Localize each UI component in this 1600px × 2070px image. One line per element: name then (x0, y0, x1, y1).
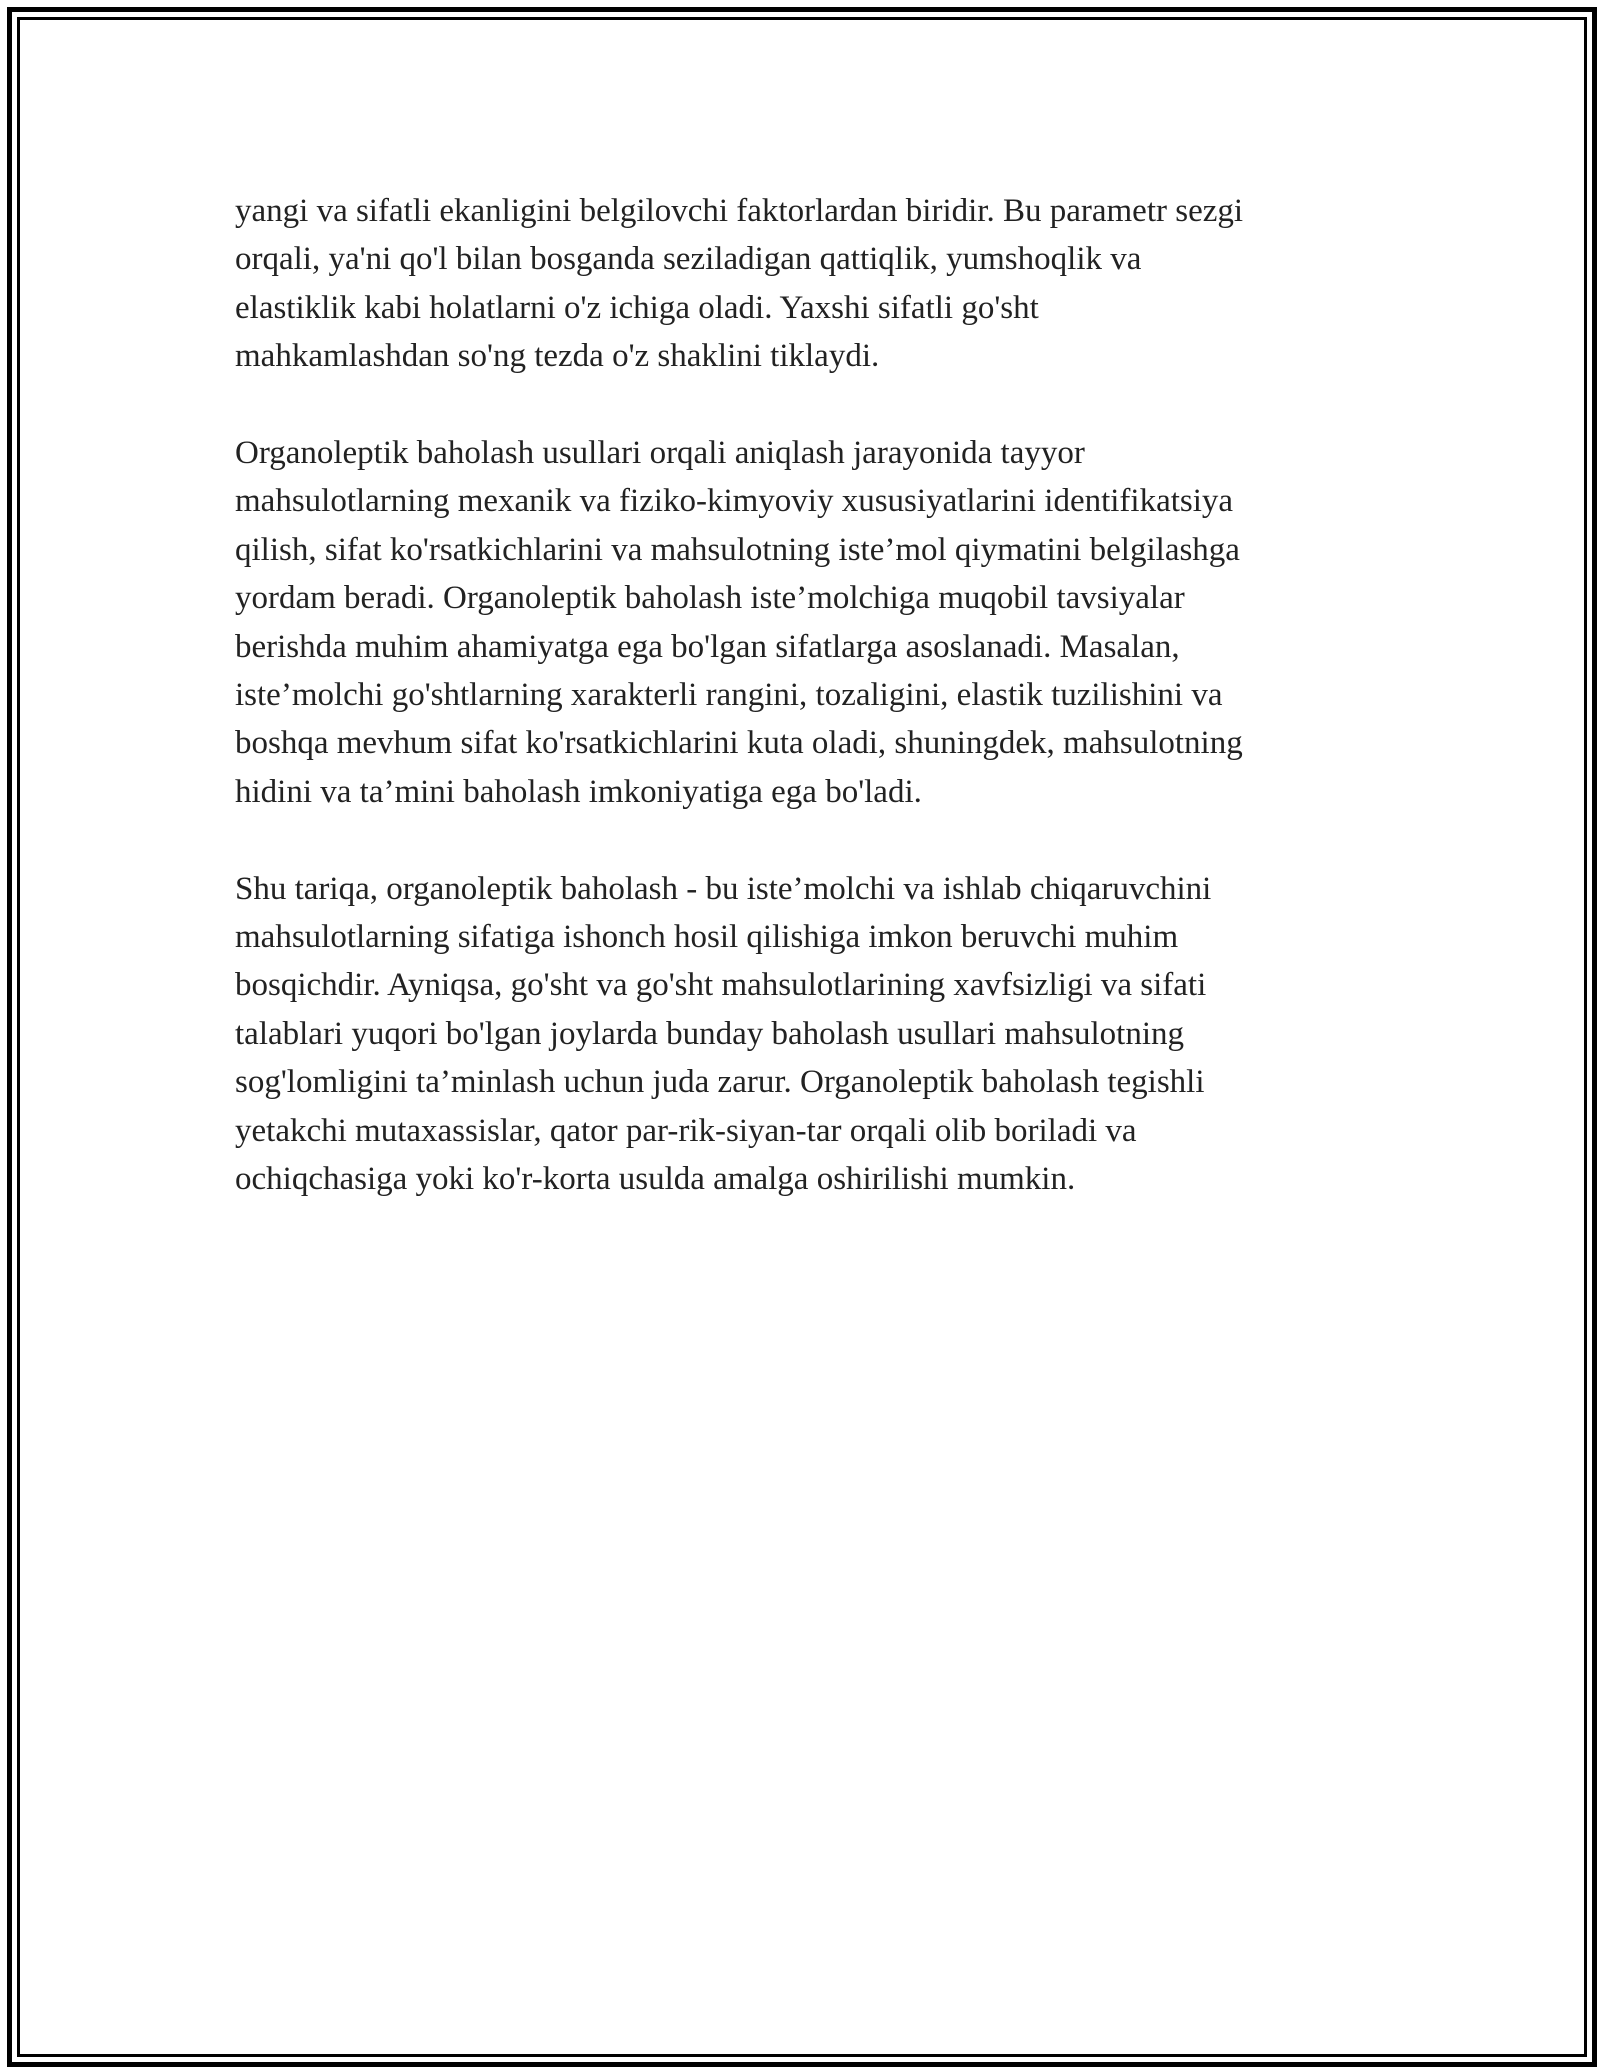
text-line: Shu tariqa, organoleptik baholash - bu iste’molchi va ishlab chiqaruvchini (235, 870, 1212, 907)
text-line: mahkamlashdan so'ng tezda o'z shaklini tiklaydi. (235, 338, 880, 375)
text-line: orqali, ya'ni qo'l bilan bosganda seziladigan qattiqlik, yumshoqlik va (235, 241, 1142, 278)
text-line: boshqa mevhum sifat ko'rsatkichlarini kuta oladi, shuningdek, mahsulotning (235, 725, 1243, 762)
text-line: talablari yuqori bo'lgan joylarda bunday baholash usullari mahsulotning (235, 1015, 1184, 1052)
text-line: bosqichdir. Ayniqsa, go'sht va go'sht mahsulotlarining xavfsizligi va sifati (235, 967, 1207, 1004)
text-line: yordam beradi. Organoleptik baholash iste’molchiga muqobil tavsiyalar (235, 580, 1185, 617)
text-line: elastiklik kabi holatlarni o'z ichiga oladi. Yaxshi sifatli go'sht (235, 289, 1039, 326)
text-line: Organoleptik baholash usullari orqali aniqlash jarayonida tayyor (235, 435, 1085, 472)
document-body (235, 187, 1365, 1252)
text-line: ochiqchasiga yoki ko'r-korta usulda amalga oshirilishi mumkin. (235, 1161, 1076, 1198)
text-line: qilish, sifat ko'rsatkichlarini va mahsulotning iste’mol qiymatini belgilashga (235, 531, 1240, 568)
paragraph-2 (235, 429, 1365, 816)
text-line: sog'lomligini ta’minlash uchun juda zarur. Organoleptik baholash tegishli (235, 1064, 1205, 1101)
text-line: yetakchi mutaxassislar, qator par-rik-siyan-tar orqali olib boriladi va (235, 1112, 1137, 1149)
text-line: mahsulotlarning sifatiga ishonch hosil qilishiga imkon beruvchi muhim (235, 919, 1179, 956)
text-line: mahsulotlarning mexanik va fiziko-kimyoviy xususiyatlarini identifikatsiya (235, 483, 1234, 520)
text-line: yangi va sifatli ekanligini belgilovchi faktorlardan biridir. Bu parametr sezgi (235, 193, 1244, 229)
text-line: hidini va ta’mini baholash imkoniyatiga ega bo'ladi. (235, 773, 922, 810)
paragraph-3 (235, 865, 1365, 1204)
text-line: iste’molchi go'shtlarning xarakterli rangini, tozaligini, elastik tuzilishini va (235, 677, 1223, 714)
text-line: berishda muhim ahamiyatga ega bo'lgan sifatlarga asoslanadi. Masalan, (235, 628, 1180, 665)
paragraph-1 (235, 187, 1365, 381)
